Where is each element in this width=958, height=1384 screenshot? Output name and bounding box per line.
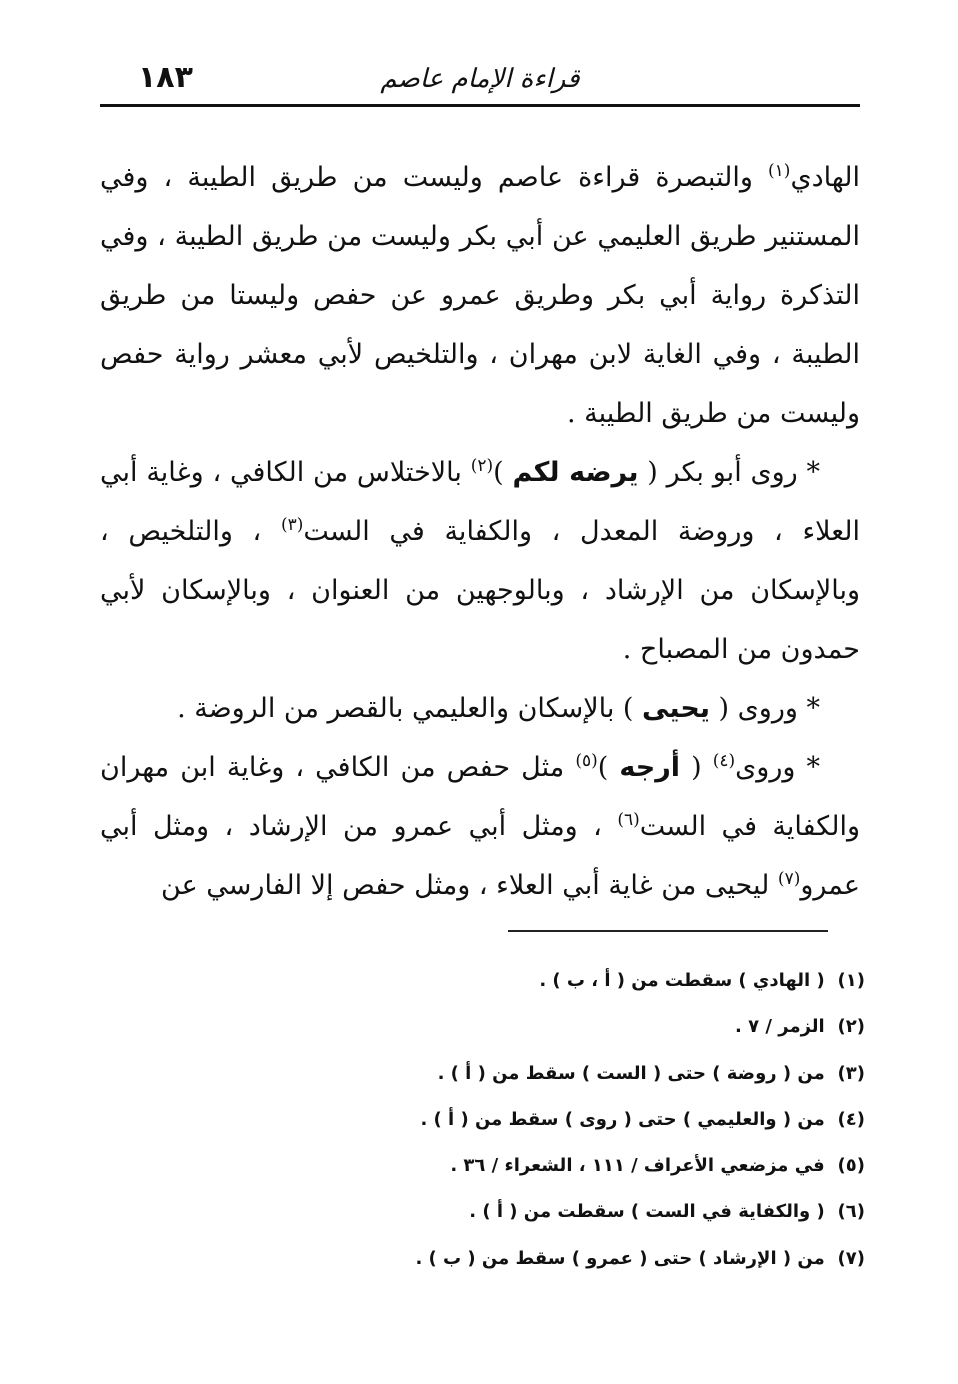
footnote-ref: (٤) xyxy=(712,751,736,771)
text-run: والتبصرة قراءة عاصم وليست من طريق الطيبة ، وفي المستنير طريق العليمي عن أبي بكر وليست من طريق الطيبة ، وفي التذكرة رواية أبي بكر وطريق عمرو عن حفص وليستا من طريق الطيبة ، وفي الغاية لابن مهران ، والتلخيص لأبي معشر رواية حفص وليست من طريق الطيبة . xyxy=(100,162,860,429)
paragraph-1 xyxy=(100,148,860,443)
footnote-ref: (٦) xyxy=(617,810,640,830)
footnote-text: ( الهادي ) سقطت من ( أ ، ب ) . xyxy=(539,970,825,991)
paragraph-3 xyxy=(100,679,860,738)
paragraph-4 xyxy=(100,738,860,915)
footnote-2 xyxy=(360,1004,865,1050)
text-run: ) xyxy=(493,457,513,488)
page-number: ١٨٣ xyxy=(138,60,193,95)
quranic-word: يرضه لكم xyxy=(512,457,639,488)
footnote-6 xyxy=(360,1189,865,1235)
quranic-word: يحيى xyxy=(642,693,710,724)
quranic-word: أرجه xyxy=(619,752,681,783)
footnote-ref: (١) xyxy=(768,161,791,181)
text-run: * وروى xyxy=(735,752,820,783)
footnote-text: ( والكفاية في الست ) سقطت من ( أ ) . xyxy=(469,1201,825,1223)
footnote-text: من ( الإرشاد ) حتى ( عمرو ) سقط من ( ب ) . xyxy=(415,1247,825,1269)
text-run: بالاختلاس من الكافي ، وغاية أبي العلاء ، وروضة المعدل ، والكفاية في الست xyxy=(100,457,861,547)
header-rule xyxy=(100,104,860,107)
footnote-number: (٢) xyxy=(837,1016,865,1038)
footnote-1 xyxy=(360,958,865,1004)
footnote-number: (٧) xyxy=(837,1247,865,1269)
footnote-number: (٤) xyxy=(837,1108,865,1130)
footnote-ref: (٥) xyxy=(575,751,598,771)
footnote-number: (٣) xyxy=(837,1062,865,1084)
text-run: ( xyxy=(680,752,713,783)
footnote-text: في مزضعي الأعراف / ١١١ ، الشعراء / ٣٦ . xyxy=(450,1155,825,1177)
footnote-text: من ( روضة ) حتى ( الست ) سقط من ( أ ) . xyxy=(437,1062,825,1084)
text-run: ، ومثل أبي عمرو من الإرشاد ، ومثل أبي عمرو xyxy=(100,811,860,901)
footnote-text: الزمر / ٧ . xyxy=(735,1016,825,1038)
footnote-ref: (٣) xyxy=(280,515,304,535)
footnote-text: من ( والعليمي ) حتى ( روى ) سقط من ( أ ) . xyxy=(420,1108,825,1130)
footnote-separator xyxy=(508,930,828,932)
running-title: قراءة الإمام عاصم xyxy=(380,64,580,94)
footnote-7 xyxy=(360,1236,865,1282)
footnote-5 xyxy=(360,1143,865,1189)
page-header xyxy=(100,58,860,104)
footnote-number: (١) xyxy=(837,970,865,991)
text-run: ) بالإسكان والعليمي بالقصر من الروضة . xyxy=(177,693,643,724)
text-run: ، والتلخيص ، وبالإسكان من الإرشاد ، وبالوجهين من العنوان ، وبالإسكان لأبي حمدون من المصباح . xyxy=(100,516,860,665)
footnote-4 xyxy=(360,1097,865,1143)
footnote-number: (٥) xyxy=(837,1155,865,1177)
text-run: ليحيى من غاية أبي العلاء ، ومثل حفص إلا الفارسي عن xyxy=(161,870,778,901)
paragraph-2 xyxy=(100,443,860,679)
footnotes xyxy=(360,958,865,1282)
footnote-3 xyxy=(360,1051,865,1097)
footnote-number: (٦) xyxy=(837,1201,865,1223)
text-run: مثل حفص من الكافي ، وغاية ابن مهران والكفاية في الست xyxy=(100,752,860,842)
footnote-ref: (٢) xyxy=(470,456,494,476)
main-text xyxy=(100,148,860,915)
text-run: * وروى ( xyxy=(709,693,820,724)
text-run: * روى أبو بكر ( xyxy=(638,457,820,488)
text-run: ) xyxy=(597,752,620,783)
footnote-ref: (٧) xyxy=(777,869,801,889)
text-run: الهادي xyxy=(790,162,860,193)
